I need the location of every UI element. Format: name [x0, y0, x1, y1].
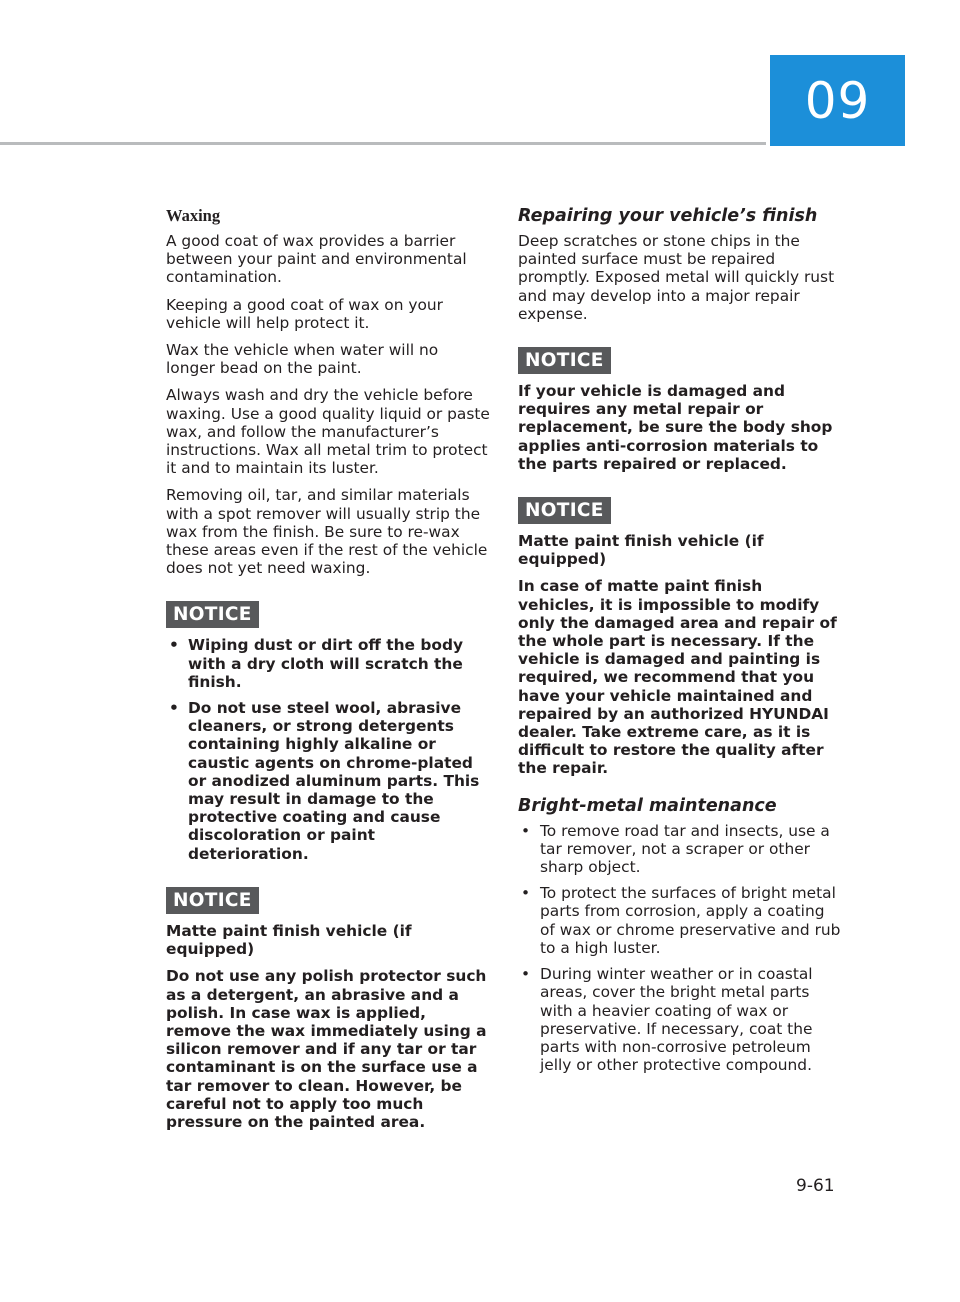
chapter-tab: 09 [770, 55, 905, 146]
notice-label: NOTICE [518, 497, 611, 524]
notice-label: NOTICE [166, 887, 259, 914]
notice-body: If your vehicle is damaged and requires any metal repair or replacement, be sure the body shop applies anti-corrosion materials to the parts repaired or replaced. [518, 382, 833, 473]
page-number: 9-61 [796, 1176, 835, 1196]
notice-body: In case of matte paint finish vehicles, it is impossible to modify only the damaged area and repair of the whole part is necessary. If the vehicle is damaged and painting is required, we recommend that you have your vehicle maintained and repaired by an authorized HYUNDAI dealer. Take extreme care, as it is difficult to restore the quality after the repair. [518, 577, 837, 778]
notice-title: Matte paint finish vehicle (if equipped) [166, 921, 412, 959]
waxing-paragraph: Always wash and dry the vehicle before waxing. Use a good quality liquid or paste wax, and follow the manufacturer’s instructions. Wax all metal trim to protect it and to maintain its luster. [166, 386, 490, 478]
notice-matte-repair [518, 497, 844, 778]
left-column [166, 206, 492, 1149]
notice-wiping-dust [166, 601, 492, 862]
notice-title: Matte paint finish vehicle (if equipped) [518, 532, 764, 569]
list-item: • Wiping dust or dirt off the body with a dry cloth will scratch the finish. [166, 636, 492, 691]
list-item: • To protect the surfaces of bright metal parts from corrosion, apply a coating of wax or chrome preservative and rub to a high luster. [518, 884, 844, 957]
waxing-heading: Waxing [166, 206, 221, 225]
notice-body: Do not use any polish protector such as a detergent, an abrasive and a polish. In case wax is applied, remove the wax immediately using a silicon remover and if any tar or tar contaminant is on the surface use a tar remover to clean. However, be careful not to apply too much pressure on the painted area. [166, 967, 487, 1131]
header-rule [0, 142, 766, 145]
notice-list [166, 636, 492, 862]
notice-label: NOTICE [166, 601, 259, 628]
list-item: • During winter weather or in coastal areas, cover the bright metal parts with a heavier coating of wax or preservative. If necessary, coat the parts with non-corrosive petroleum jelly or other protective compound. [518, 965, 844, 1074]
waxing-paragraph: Keeping a good coat of wax on your vehicle will help protect it. [166, 295, 443, 332]
waxing-paragraph: Removing oil, tar, and similar materials with a spot remover will usually strip the wax from the finish. Be sure to re-wax these areas even if the rest of the vehicle does not yet need waxing. [166, 486, 488, 578]
bright-metal-heading: Bright-metal maintenance [518, 795, 777, 816]
list-item: • Do not use steel wool, abrasive cleaners, or strong detergents containing highly alkaline or caustic agents on chrome-plated or anodized aluminum parts. This may result in damage to the protective coating and cause discoloration or paint deterioration. [166, 699, 492, 863]
right-column [518, 206, 844, 1083]
bright-metal-list [518, 822, 844, 1075]
waxing-paragraph: Wax the vehicle when water will no longer bead on the paint. [166, 341, 439, 378]
notice-matte-polish [166, 887, 492, 1131]
waxing-paragraph: A good coat of wax provides a barrier between your paint and environmental contamination. [166, 232, 467, 287]
list-item: • To remove road tar and insects, use a tar remover, not a scraper or other sharp object. [518, 822, 844, 877]
notice-label: NOTICE [518, 347, 611, 374]
repair-paragraph: Deep scratches or stone chips in the painted surface must be repaired promptly. Exposed metal will quickly rust and may develop into a major repair expense. [518, 232, 835, 323]
notice-anti-corrosion [518, 347, 844, 473]
repair-heading: Repairing your vehicle’s finish [518, 206, 818, 226]
